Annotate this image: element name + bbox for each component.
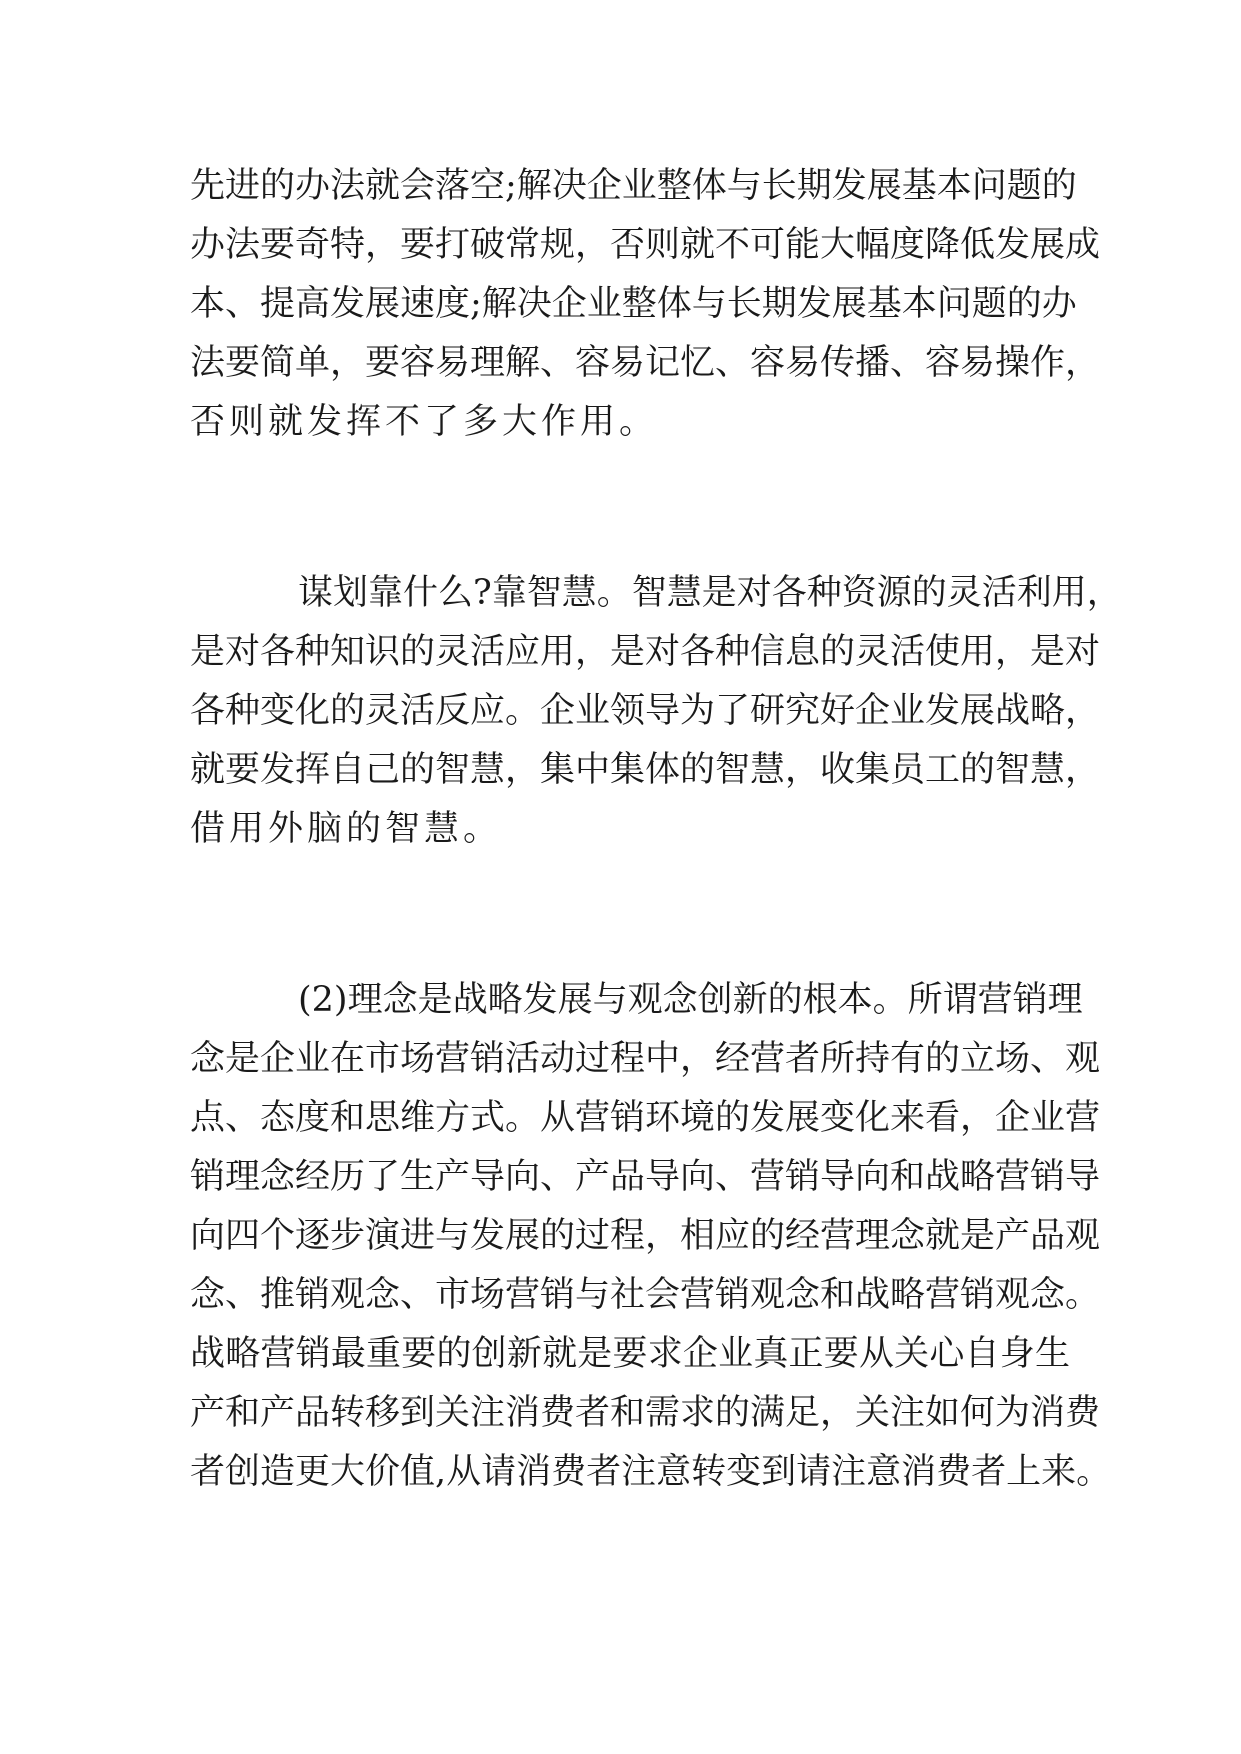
text-line: 是对各种知识的灵活应用，是对各种信息的灵活使用，是对: [190, 632, 1101, 672]
text-line: 念是企业在市场营销活动过程中，经营者所持有的立场、观: [190, 1039, 1101, 1079]
text-line: 办法要奇特，要打破常规，否则就不可能大幅度降低发展成: [190, 225, 1101, 265]
text-line: 念、推销观念、市场营销与社会营销观念和战略营销观念。: [190, 1275, 1101, 1315]
text-line: 产和产品转移到关注消费者和需求的满足，关注如何为消费: [190, 1393, 1101, 1433]
text-line: 就要发挥自己的智慧，集中集体的智慧，收集员工的智慧，: [190, 750, 1101, 790]
text-line: 本、提高发展速度;解决企业整体与长期发展基本问题的办: [190, 284, 1077, 324]
text-line: 销理念经历了生产导向、产品导向、营销导向和战略营销导: [190, 1157, 1101, 1197]
text-line: 借用外脑的智慧。: [190, 809, 503, 849]
text-line: 各种变化的灵活反应。企业领导为了研究好企业发展战略，: [190, 691, 1101, 731]
text-line: 法要简单，要容易理解、容易记忆、容易传播、容易操作，: [190, 343, 1101, 383]
text-line: 向四个逐步演进与发展的过程，相应的经营理念就是产品观: [190, 1216, 1101, 1256]
text-line: 否则就发挥不了多大作用。: [190, 402, 659, 442]
paragraph-2: [190, 564, 1122, 859]
text-line: 者创造更大价值,从请消费者注意转变到请注意消费者上来。: [190, 1452, 1112, 1492]
paragraph-1: [190, 157, 1101, 452]
paragraph-3: [190, 971, 1112, 1502]
text-line: 点、态度和思维方式。从营销环境的发展变化来看，企业营: [190, 1098, 1101, 1138]
text-line: 先进的办法就会落空;解决企业整体与长期发展基本问题的: [190, 166, 1077, 206]
text-line: 谋划靠什么?靠智慧。智慧是对各种资源的灵活利用，: [298, 573, 1122, 613]
text-line: (2)理念是战略发展与观念创新的根本。所谓营销理: [298, 980, 1083, 1020]
text-line: 战略营销最重要的创新就是要求企业真正要从关心自身生: [190, 1334, 1070, 1374]
